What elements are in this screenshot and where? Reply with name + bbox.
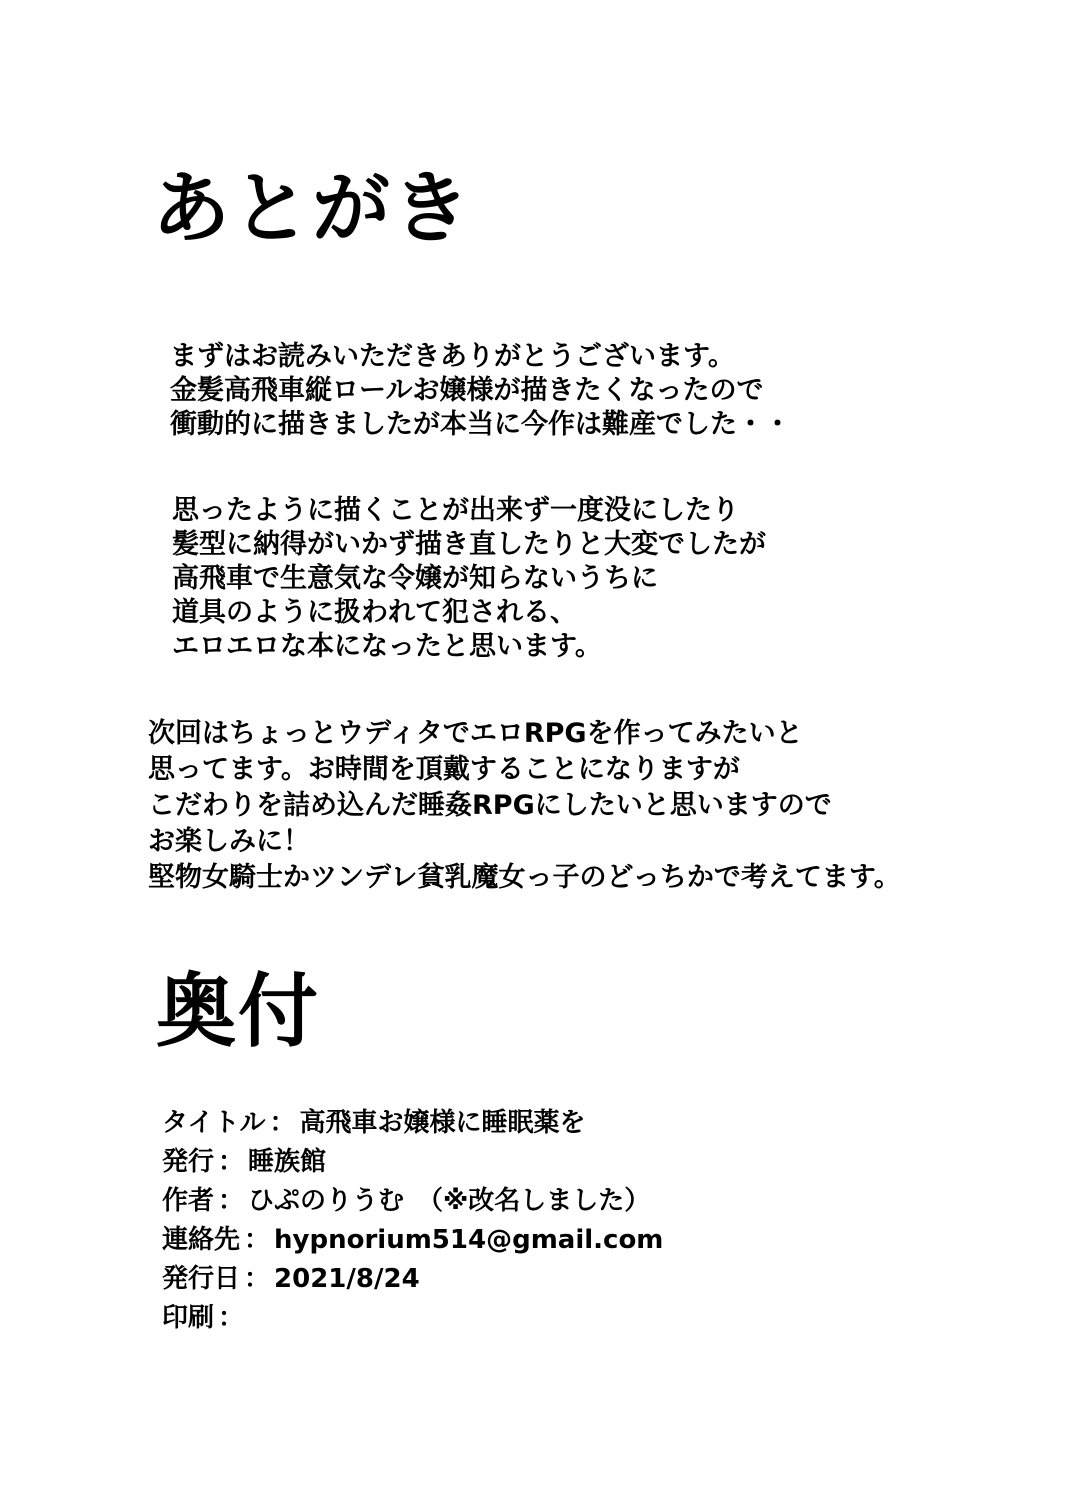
afterword-paragraph-3 [148, 716, 901, 896]
colophon-value: 高飛車お嬢様に睡眠薬を [299, 1108, 586, 1138]
text-line: まずはお読みいただきありがとうございます。 [170, 341, 735, 372]
colophon-label: 発行日 [162, 1264, 241, 1294]
afterword-heading: あとがき [152, 163, 473, 254]
text-line: 髪型に納得がいかず描き直したりと大変でしたが [172, 529, 766, 560]
colophon-value: 2021/8/24 [274, 1264, 420, 1294]
colophon-row-title [162, 1104, 663, 1143]
text-line: 思ってます。お時間を頂戴することになりますが [148, 754, 740, 785]
colophon-label: タイトル [162, 1108, 266, 1138]
colophon-separator: ： [244, 1264, 271, 1294]
text-line: 次回はちょっとウディタでエロRPGを作ってみたいと [148, 718, 803, 749]
colophon-value: 睡族館 [248, 1147, 327, 1177]
colophon-label: 発行 [162, 1147, 215, 1177]
colophon-label: 連絡先 [162, 1225, 241, 1255]
colophon-heading: 奥付 [156, 965, 320, 1058]
colophon-row-author [162, 1182, 663, 1221]
text-line: 高飛車で生意気な令嬢が知らないうちに [172, 563, 658, 594]
text-line: 思ったように描くことが出来ず一度没にしたり [172, 495, 739, 526]
colophon-value: hypnorium514@gmail.com [274, 1225, 664, 1255]
colophon-separator: ： [218, 1186, 245, 1216]
afterword-paragraph-2 [172, 494, 766, 664]
colophon-row-publisher [162, 1143, 663, 1182]
colophon-value: ひぷのりうむ （※改名しました） [248, 1186, 651, 1216]
colophon-separator: ： [269, 1108, 296, 1138]
text-line: こだわりを詰め込んだ睡姦RPGにしたいと思いますので [148, 790, 832, 821]
text-line: エロエロな本になったと思います。 [172, 631, 602, 662]
text-line: 堅物女騎士かツンデレ貧乳魔女っ子のどっちかで考えてます。 [148, 862, 901, 893]
text-line: 金髪高飛車縦ロールお嬢様が描きたくなったので [170, 375, 764, 406]
colophon-separator: ： [244, 1225, 271, 1255]
colophon-separator: ： [218, 1147, 245, 1177]
colophon-row-printer [162, 1299, 663, 1338]
colophon-row-date [162, 1260, 663, 1299]
text-line: 道具のように扱われて犯される、 [172, 597, 577, 628]
colophon-list [162, 1104, 663, 1338]
text-line: お楽しみに！ [148, 826, 310, 857]
colophon-row-contact [162, 1221, 663, 1260]
colophon-label: 作者 [162, 1186, 215, 1216]
colophon-label: 印刷 [162, 1303, 215, 1333]
colophon-separator: ： [218, 1303, 245, 1333]
afterword-paragraph-1 [170, 340, 791, 442]
text-line: 衝動的に描きましたが本当に今作は難産でした・・ [170, 409, 791, 440]
